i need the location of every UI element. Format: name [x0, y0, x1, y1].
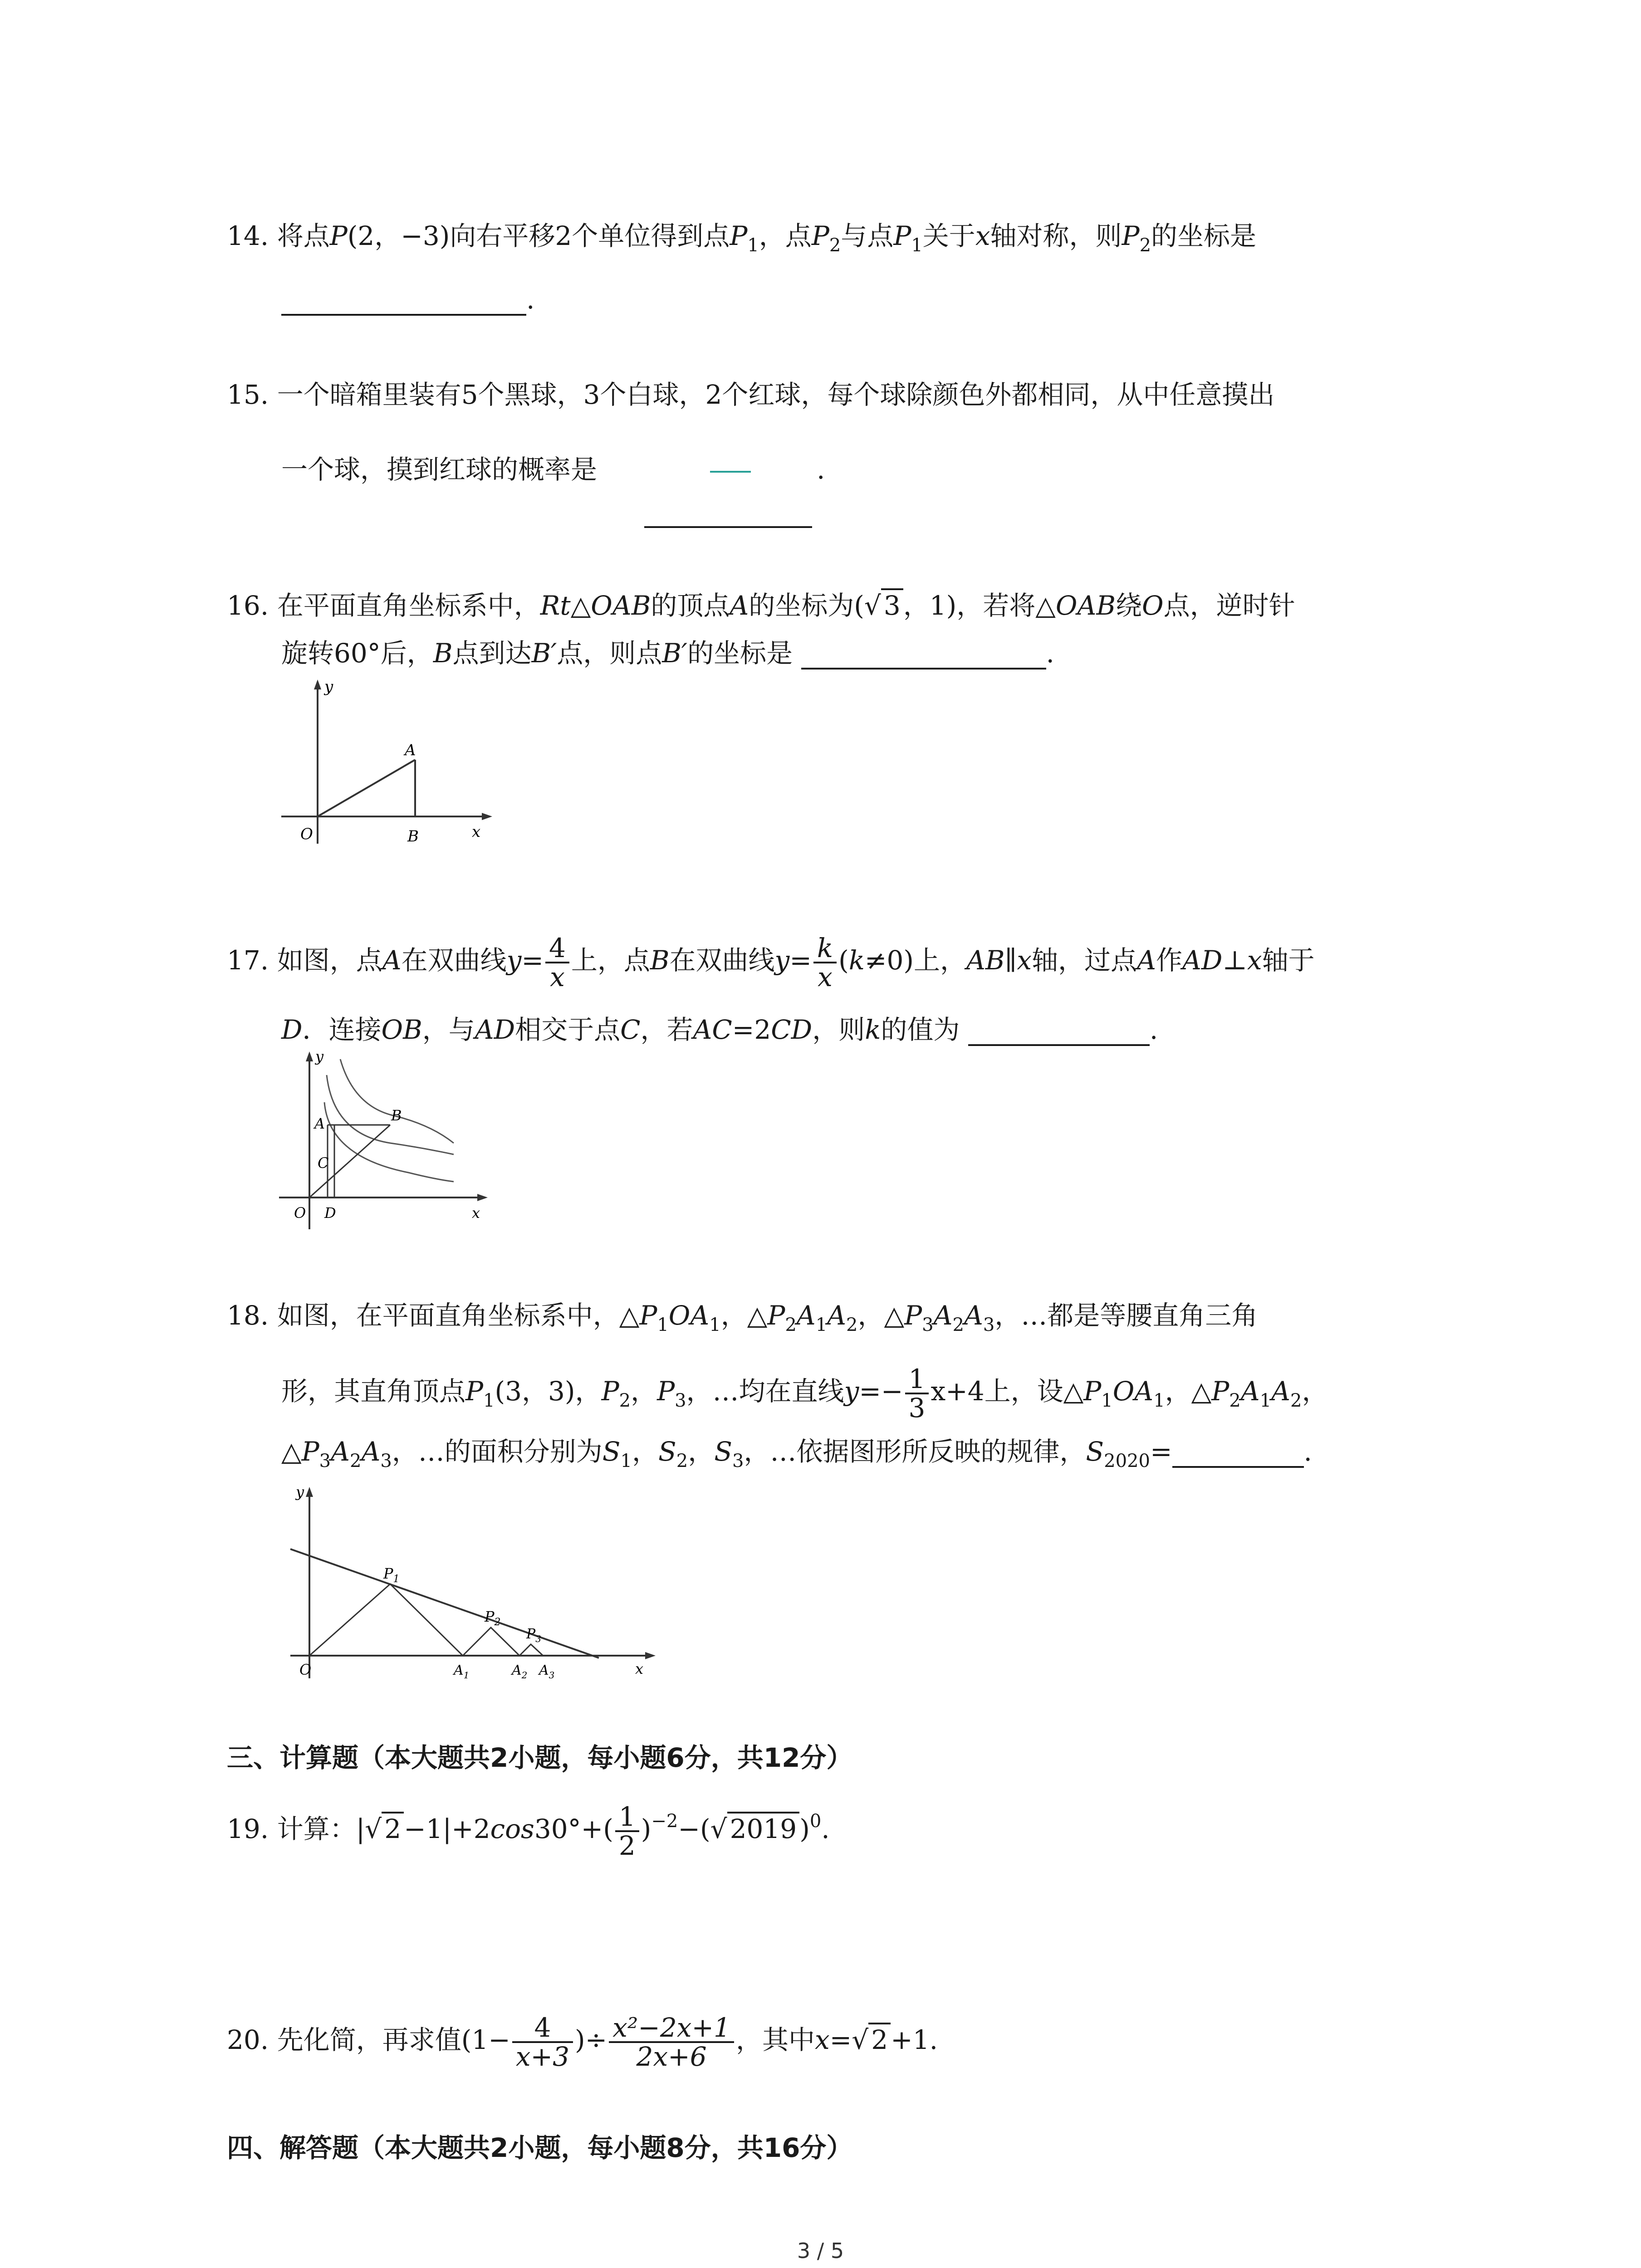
denominator: 3: [908, 1393, 926, 1423]
q19-text: −(: [678, 1813, 710, 1845]
fraction: [545, 934, 569, 991]
q16-text: 点到达: [452, 638, 532, 669]
denominator: 2x+6: [636, 2041, 707, 2072]
q17-ob: OB: [381, 1014, 422, 1045]
q14-coords: (2，−3): [347, 220, 450, 251]
numerator: 4: [512, 2014, 573, 2043]
q17-ad: AD: [475, 1014, 515, 1045]
q14-p1-sub: 1: [911, 235, 923, 256]
answer-blank[interactable]: [281, 287, 526, 316]
question-number: 15.: [227, 379, 269, 410]
q17-y: y=: [506, 945, 544, 976]
q16-text: 旋转60°后，: [281, 638, 433, 669]
question-17-line-1: [227, 934, 1315, 991]
segment-oa: [318, 760, 415, 816]
q14-text: 向右平移2个单位得到点: [450, 220, 730, 251]
question-16-line-1: [227, 587, 1295, 624]
q18-figure: [272, 1479, 671, 1687]
triangle-symbol: △: [619, 1300, 640, 1331]
q17-text: 相交于点: [515, 1014, 621, 1045]
y-axis-arrow-icon: [314, 679, 321, 689]
triangle-symbol: △: [1063, 1376, 1084, 1407]
q18-s-sub: 2020: [1104, 1451, 1150, 1471]
fraction: [615, 1803, 639, 1859]
sqrt-symbol: √ 2019: [710, 1811, 800, 1847]
label-c: C: [318, 1154, 329, 1172]
q14-point-p: P: [329, 220, 348, 251]
q17-text: 轴于: [1262, 945, 1315, 976]
q17-text: ，若: [640, 1014, 693, 1045]
question-19: [227, 1803, 830, 1859]
q18-text: ，…均在直线: [686, 1376, 844, 1407]
q14-p2-sub: 2: [829, 235, 841, 256]
triangle-p1oa1: [309, 1584, 463, 1656]
question-number: 14.: [227, 220, 269, 251]
q17-c: C: [620, 1014, 641, 1045]
q17-text: ≠0)上，: [864, 945, 967, 976]
q16-text: 点，则点: [557, 638, 662, 669]
label-a2-sub: 2: [521, 1670, 528, 1681]
label-a2: [510, 1662, 527, 1681]
q14-p2: P: [1122, 220, 1140, 251]
q17-text: 上，点: [571, 945, 650, 976]
triangle-p3a2a3: [519, 1644, 543, 1656]
q18-text: 如图，在平面直角坐标系中，: [277, 1300, 619, 1331]
label-x: x: [472, 1204, 480, 1222]
label-p1-letter: P: [383, 1565, 393, 1582]
q20-text: +1.: [891, 2024, 938, 2056]
sqrt-symbol: √ 2: [365, 1811, 404, 1847]
q17-k: k: [848, 945, 865, 976]
q16-text: 在平面直角坐标系中，: [277, 590, 540, 621]
label-d: D: [324, 1204, 336, 1222]
q17-ab: AB: [966, 945, 1005, 976]
q17-text: ，与: [422, 1014, 475, 1045]
y-axis-arrow-icon: [306, 1487, 313, 1497]
fraction: [609, 2014, 734, 2070]
numerator: x²−2x+1: [609, 2014, 734, 2043]
label-b: B: [407, 827, 419, 846]
q16-figure: [272, 671, 508, 862]
triangle-p2a1a2: [463, 1628, 519, 1656]
label-p3-letter: P: [526, 1626, 536, 1642]
q15-end: .: [817, 454, 825, 485]
q18-text: ，…的面积分别为: [392, 1436, 603, 1467]
label-p3-sub: 3: [535, 1633, 541, 1644]
q16-oab: OAB: [1055, 590, 1116, 621]
y-axis-arrow-icon: [306, 1051, 313, 1061]
question-number: 20.: [227, 2024, 269, 2056]
question-14-line-2: [281, 281, 534, 318]
denominator: x: [550, 962, 565, 992]
q14-text: ，点: [759, 220, 812, 251]
line-y-eq: [290, 1549, 599, 1658]
q14-text: 与点: [841, 220, 894, 251]
q16-a: A: [730, 590, 749, 621]
q15-text: 一个暗箱里装有5个黑球，3个白球，2个红球，每个球除颜色外都相同，从中任意摸出: [277, 379, 1275, 410]
label-y: y: [324, 678, 333, 696]
triangle-symbol: △: [884, 1300, 905, 1331]
q16-bprime: B′: [662, 638, 688, 669]
x-axis-arrow-icon: [645, 1652, 656, 1659]
q16-oab: OAB: [591, 590, 651, 621]
q14-text: 的坐标是: [1151, 220, 1257, 251]
q17-figure: [272, 1048, 508, 1238]
q15-fraction-placeholder-icon: [710, 471, 751, 473]
question-number: 19.: [227, 1813, 269, 1845]
label-a: A: [314, 1115, 325, 1132]
exponent: 0: [809, 1811, 822, 1832]
q16-text: 的坐标为(: [749, 590, 864, 621]
label-a3-letter: A: [539, 1662, 549, 1678]
q17-x: x: [1247, 945, 1262, 976]
q19-text: ): [641, 1813, 652, 1845]
q19-text: 计算：|: [277, 1813, 365, 1845]
q17-text: =2: [732, 1014, 771, 1045]
question-17-line-2: [281, 1012, 1158, 1048]
q20-text: 先化简，再求值(1−: [277, 2024, 510, 2056]
q17-d: D: [281, 1014, 303, 1045]
label-p2-sub: 2: [494, 1617, 501, 1628]
triangle-symbol: △: [1191, 1376, 1212, 1407]
label-a3: [538, 1662, 554, 1681]
q17-text: 在双曲线: [401, 945, 507, 976]
q17-end: .: [1149, 1014, 1158, 1045]
q17-text: ．连接: [302, 1014, 382, 1045]
question-14-line-1: [227, 218, 1256, 264]
q18-end: .: [1303, 1436, 1312, 1467]
q14-p1: P: [893, 220, 911, 251]
label-y: y: [315, 1048, 324, 1065]
question-15-line-1: [227, 376, 1274, 413]
parallel-symbol: ∥: [1004, 945, 1017, 976]
q14-p2: P: [811, 220, 829, 251]
question-20: [227, 2014, 938, 2070]
q14-text: 将点: [277, 220, 330, 251]
question-16-line-2: [281, 635, 1054, 671]
page-number: 3 / 5: [797, 2239, 844, 2263]
q18-eq: =: [1150, 1436, 1172, 1467]
section-3-title: 三、计算题（本大题共2小题，每小题6分，共12分）: [227, 1742, 853, 1773]
denominator: 2: [618, 1830, 636, 1861]
question-number: 17.: [227, 945, 269, 976]
q17-text: 作: [1156, 945, 1182, 976]
q18-text: (3，3)，: [495, 1376, 602, 1407]
numerator: k: [813, 934, 837, 963]
q16-bprime: B′: [531, 638, 557, 669]
question-15-line-2: [281, 451, 597, 488]
q17-a: A: [382, 945, 402, 976]
label-x: x: [472, 823, 481, 841]
label-o: O: [294, 1204, 306, 1222]
question-18-line-2: 形，其直角顶点$P_1(3$，3)，$P_2$，$P_3$，…均在直线y=− $\frac{1}{3}$ x+4上，设$\triangle P_1OA_1$，$\triangle P_2A_1A_2$，: [281, 1364, 1328, 1423]
q16-rt: Rt: [540, 590, 571, 621]
q17-ac: AC: [693, 1014, 732, 1045]
question-18-line-1: 18. 如图，在平面直角坐标系中，$\triangle P_1OA_1$，$\triangle P_2A_1A_2$，$\triangle P_3A_2A_3$，…都是等腰直角三角: [227, 1300, 1258, 1335]
question-18-line-3: $\triangle P_3A_2A_3$，…的面积分别为$S_1$，$S_2$，$S_3$，…依据图形所反映的规律，$S_{2020}=$ .: [281, 1436, 1312, 1471]
answer-blank[interactable]: [801, 640, 1046, 670]
q14-text: 关于: [922, 220, 975, 251]
q16-text: 点，逆时针: [1163, 590, 1295, 621]
q17-a: A: [1137, 945, 1156, 976]
q18-text: x+4上，设: [931, 1376, 1063, 1407]
q19-cos: cos: [490, 1813, 534, 1845]
label-a: A: [405, 741, 416, 759]
label-a3-sub: 3: [549, 1670, 555, 1681]
q17-cd: CD: [771, 1014, 813, 1045]
fraction: [905, 1365, 929, 1422]
answer-blank[interactable]: [1172, 1439, 1304, 1468]
label-p1-sub: 1: [393, 1574, 400, 1585]
label-o: O: [300, 825, 313, 843]
perp-symbol: ⊥: [1222, 945, 1247, 976]
numerator: 4: [545, 934, 569, 963]
q18-text: ，…都是等腰直角三角: [994, 1300, 1258, 1331]
label-a1: [452, 1662, 469, 1681]
section-4-title: 四、解答题（本大题共2小题，每小题8分，共16分）: [227, 2132, 853, 2163]
label-a1-sub: 1: [463, 1670, 470, 1681]
q14-p1: P: [730, 220, 748, 251]
q16-text: 的顶点: [651, 590, 730, 621]
radicand: 2: [868, 2023, 891, 2055]
q20-x: x=: [814, 2024, 852, 2056]
q17-x: x: [1017, 945, 1032, 976]
q17-text: ，则: [812, 1014, 865, 1045]
q18-y: y=−: [844, 1376, 903, 1407]
q19-end: .: [821, 1813, 830, 1845]
answer-blank[interactable]: [644, 526, 812, 528]
label-p2-letter: P: [485, 1608, 495, 1625]
q17-b: B: [650, 945, 670, 976]
fraction: [512, 2014, 573, 2070]
q16-text: 的坐标是: [687, 638, 793, 669]
label-p2: [484, 1608, 501, 1628]
label-x: x: [635, 1660, 644, 1677]
q20-text: ，其中: [735, 2024, 815, 2056]
label-b: B: [391, 1107, 402, 1124]
q17-ad: AD: [1182, 945, 1223, 976]
q19-text: 30°+(: [534, 1813, 613, 1845]
denominator: x+3: [515, 2041, 570, 2072]
x-axis-arrow-icon: [477, 1194, 488, 1201]
triangle-symbol: △: [747, 1300, 768, 1331]
triangle-symbol: △: [570, 590, 591, 621]
x-axis-arrow-icon: [482, 813, 492, 820]
q17-text: 轴，过点: [1032, 945, 1137, 976]
q15-text: 一个球，摸到红球的概率是: [281, 454, 598, 485]
sqrt-symbol: √ 3: [864, 587, 903, 624]
numerator: 1: [615, 1803, 639, 1832]
question-number: 16.: [227, 590, 269, 621]
q14-end: .: [526, 284, 535, 315]
q17-text: 在双曲线: [669, 945, 775, 976]
triangle-symbol: △: [281, 1436, 302, 1467]
label-p3: [526, 1626, 541, 1644]
label-o: O: [299, 1661, 312, 1678]
q17-text: (: [838, 945, 849, 976]
label-a2-letter: A: [512, 1662, 522, 1678]
q18-text: ，…依据图形所反映的规律，: [744, 1436, 1086, 1467]
answer-blank[interactable]: [968, 1017, 1150, 1046]
question-number: 18.: [227, 1300, 269, 1331]
q17-y: y=: [774, 945, 812, 976]
q19-text: −1|+2: [404, 1813, 490, 1845]
label-y: y: [296, 1483, 304, 1501]
q14-p2-sub: 2: [1139, 235, 1151, 256]
denominator: x: [818, 962, 833, 992]
q16-end: .: [1046, 638, 1054, 669]
q16-o: O: [1142, 590, 1164, 621]
q17-text: 如图，点: [277, 945, 382, 976]
q20-text: )÷: [575, 2024, 607, 2056]
q17-k: k: [865, 1014, 881, 1045]
fraction: [813, 934, 837, 991]
q14-p1-sub: 1: [747, 235, 759, 256]
sqrt-symbol: √ 2: [852, 2022, 891, 2058]
q16-text: ，1)，若将△: [903, 590, 1056, 621]
q18-text: 形，其直角顶点: [281, 1376, 466, 1407]
radicand: 2019: [727, 1812, 800, 1844]
numerator: 1: [905, 1365, 929, 1394]
q18-s: S: [1086, 1436, 1104, 1467]
exponent: −2: [651, 1811, 678, 1832]
q14-x: x: [975, 220, 990, 251]
q17-text: 的值为: [881, 1014, 960, 1045]
radicand: 2: [382, 1812, 404, 1844]
label-p1: [383, 1565, 400, 1585]
q16-b: B: [433, 638, 453, 669]
q14-text: 轴对称，则: [990, 220, 1122, 251]
label-a1-letter: A: [454, 1662, 464, 1678]
radicand: 3: [881, 588, 903, 621]
q19-text: ): [799, 1813, 810, 1845]
q16-text: 绕: [1115, 590, 1142, 621]
